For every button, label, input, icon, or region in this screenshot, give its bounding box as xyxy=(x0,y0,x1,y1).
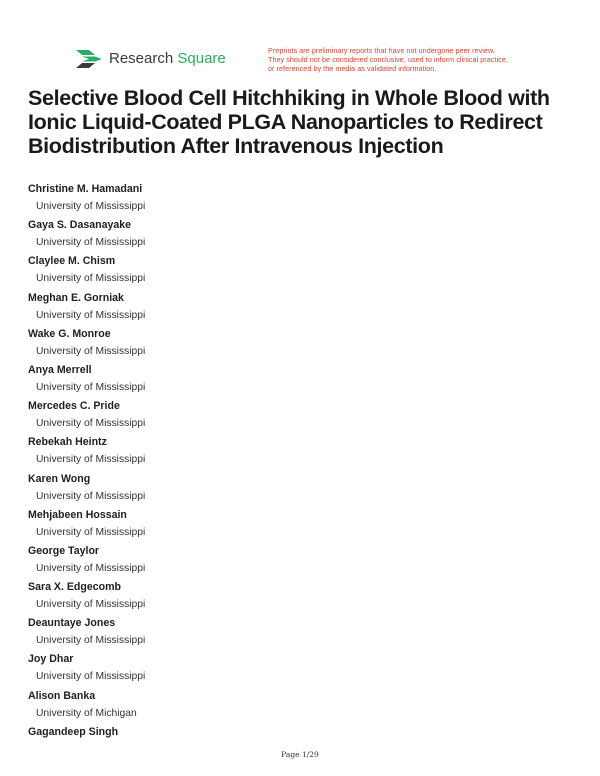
author-affiliation: University of Michigan xyxy=(36,707,137,719)
author-name[interactable]: Sara X. Edgecomb xyxy=(28,581,122,594)
author-affiliation: University of Mississippi xyxy=(36,345,146,357)
author-entry xyxy=(28,544,568,580)
author-name[interactable]: George Taylor xyxy=(28,544,100,557)
author-entry xyxy=(28,218,568,254)
paper-title: Selective Blood Cell Hitchhiking in Whole Blood with Ionic Liquid-Coated PLGA Nanoparticles to Redirect Biodistribution After Intravenous Injection xyxy=(28,86,550,158)
disclaimer-line: Preprints are preliminary reports that have not undergone peer review. xyxy=(268,46,495,55)
author-entry xyxy=(28,689,568,725)
author-name[interactable]: Gagandeep Singh xyxy=(28,725,119,738)
page-header xyxy=(0,0,600,84)
author-affiliation: University of Mississippi xyxy=(36,309,146,321)
logo-word-square: Square xyxy=(177,50,226,67)
author-affiliation: University of Mississippi xyxy=(36,237,146,249)
logo-wordmark xyxy=(109,51,226,67)
author-name[interactable]: Meghan E. Gorniak xyxy=(28,291,124,304)
preprint-disclaimer xyxy=(268,46,580,73)
author-name[interactable]: Claylee M. Chism xyxy=(28,255,116,268)
author-entry xyxy=(28,580,568,616)
author-affiliation: University of Mississippi xyxy=(36,562,146,574)
author-name[interactable]: Anya Merrell xyxy=(28,363,92,376)
author-affiliation: University of Mississippi xyxy=(36,599,146,611)
author-entry xyxy=(28,508,568,544)
author-affiliation: University of Mississippi xyxy=(36,454,146,466)
page-number: Page 1/29 xyxy=(281,750,319,759)
author-entry xyxy=(28,435,568,471)
author-entry xyxy=(28,254,568,290)
disclaimer-line: or referenced by the media as validated information. xyxy=(268,64,437,73)
author-name[interactable]: Rebekah Heintz xyxy=(28,436,107,449)
logo-word-research: Research xyxy=(109,50,174,67)
author-entry xyxy=(28,472,568,508)
author-name[interactable]: Gaya S. Dasanayake xyxy=(28,219,132,232)
author-entry xyxy=(28,182,568,218)
author-affiliation: University of Mississippi xyxy=(36,201,146,212)
author-affiliation: University of Mississippi xyxy=(36,490,146,502)
author-name[interactable]: Christine M. Hamadani xyxy=(28,183,143,195)
author-name[interactable]: Deauntaye Jones xyxy=(28,617,116,630)
author-name[interactable]: Karen Wong xyxy=(28,472,91,485)
author-affiliation: University of Mississippi xyxy=(36,381,146,393)
author-name[interactable]: Wake G. Monroe xyxy=(28,327,111,340)
research-square-logo[interactable] xyxy=(76,48,226,70)
author-affiliation: University of Mississippi xyxy=(36,526,146,538)
author-name[interactable]: Mercedes C. Pride xyxy=(28,400,120,413)
author-affiliation: University of Mississippi xyxy=(36,671,146,683)
author-affiliation: University of Mississippi xyxy=(36,418,146,430)
author-name[interactable]: Joy Dhar xyxy=(28,653,74,666)
author-entry xyxy=(28,399,568,435)
author-entry xyxy=(28,363,568,399)
research-square-chevrons-icon xyxy=(76,48,102,70)
author-affiliation: University of Mississippi xyxy=(36,635,146,647)
disclaimer-line: They should not be considered conclusive, used to inform clinical practice, xyxy=(268,55,508,64)
author-affiliation: University of Mississippi xyxy=(36,273,146,285)
author-name[interactable]: Mehjabeen Hossain xyxy=(28,508,127,521)
author-entry xyxy=(28,291,568,327)
author-entry xyxy=(28,652,568,688)
author-list xyxy=(28,182,568,761)
author-entry xyxy=(28,616,568,652)
author-entry xyxy=(28,327,568,363)
author-name[interactable]: Alison Banka xyxy=(28,689,96,702)
